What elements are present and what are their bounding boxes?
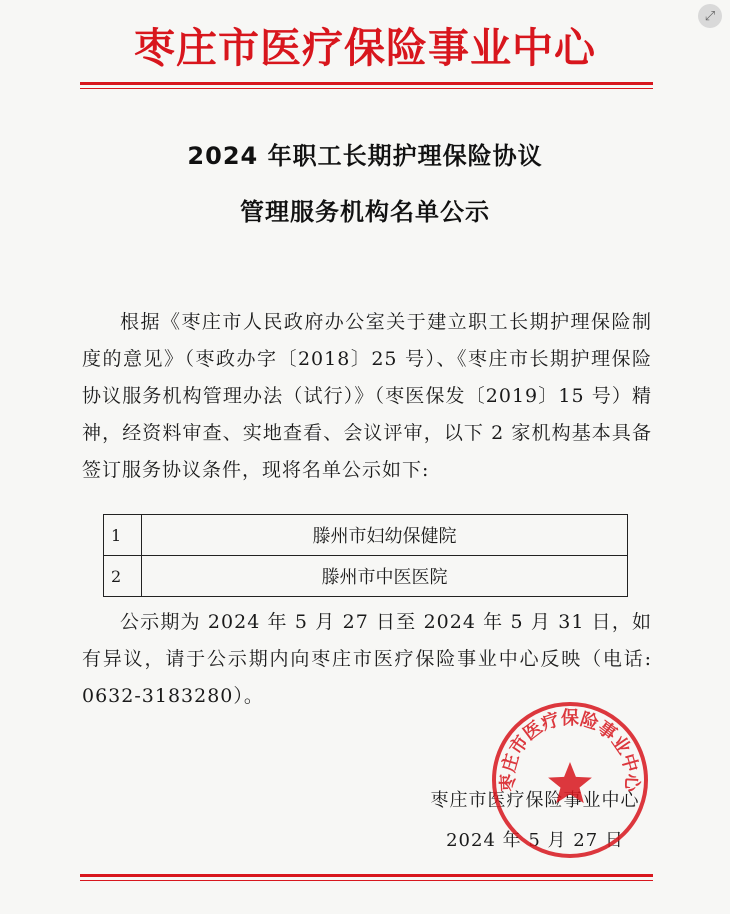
paragraph-1-text: 根据《枣庄市人民政府办公室关于建立职工长期护理保险制度的意见》（枣政办字〔2018〕25 号）、《枣庄市长期护理保险协议服务机构管理办法（试行）》（枣医保发〔2019〕15 号）精神，经资料审查、实地查看、会议评审，以下 2 家机构基本具备签订服务协议条件，现将名单公示如下: — [82, 311, 652, 481]
body-paragraph-2 — [82, 604, 652, 715]
expand-icon: ⤢ — [704, 8, 716, 24]
official-seal-stamp — [490, 700, 650, 860]
row-index: 2 — [104, 556, 142, 597]
institution-name: 滕州市妇幼保健院 — [142, 515, 628, 556]
masthead-title: 枣庄市医疗保险事业中心 — [134, 24, 596, 72]
table-row — [104, 556, 628, 597]
masthead-rule-thin — [80, 88, 653, 89]
institution-table — [103, 514, 628, 597]
signature-org: 枣庄市医疗保险事业中心 — [430, 790, 640, 811]
seal-star-icon — [548, 762, 592, 803]
footer-rule-thin — [80, 880, 653, 881]
footer-rule-thick — [80, 874, 653, 877]
row-index: 1 — [104, 515, 142, 556]
document-title-line2: 管理服务机构名单公示 — [240, 198, 490, 226]
paragraph-2-text: 公示期为 2024 年 5 月 27 日至 2024 年 5 月 31 日，如有异议，请于公示期内向枣庄市医疗保险事业中心反映（电话: 0632-3183280）。 — [82, 611, 652, 707]
document-title-line1: 2024 年职工长期护理保险协议 — [187, 142, 543, 170]
table-row — [104, 515, 628, 556]
masthead-rule-thick — [80, 82, 653, 85]
signature-date: 2024 年 5 月 27 日 — [446, 830, 624, 851]
seal-text: 枣庄市医疗保险事业中心 — [497, 708, 643, 793]
institution-name: 滕州市中医医院 — [142, 556, 628, 597]
body-paragraph-1 — [82, 304, 652, 489]
